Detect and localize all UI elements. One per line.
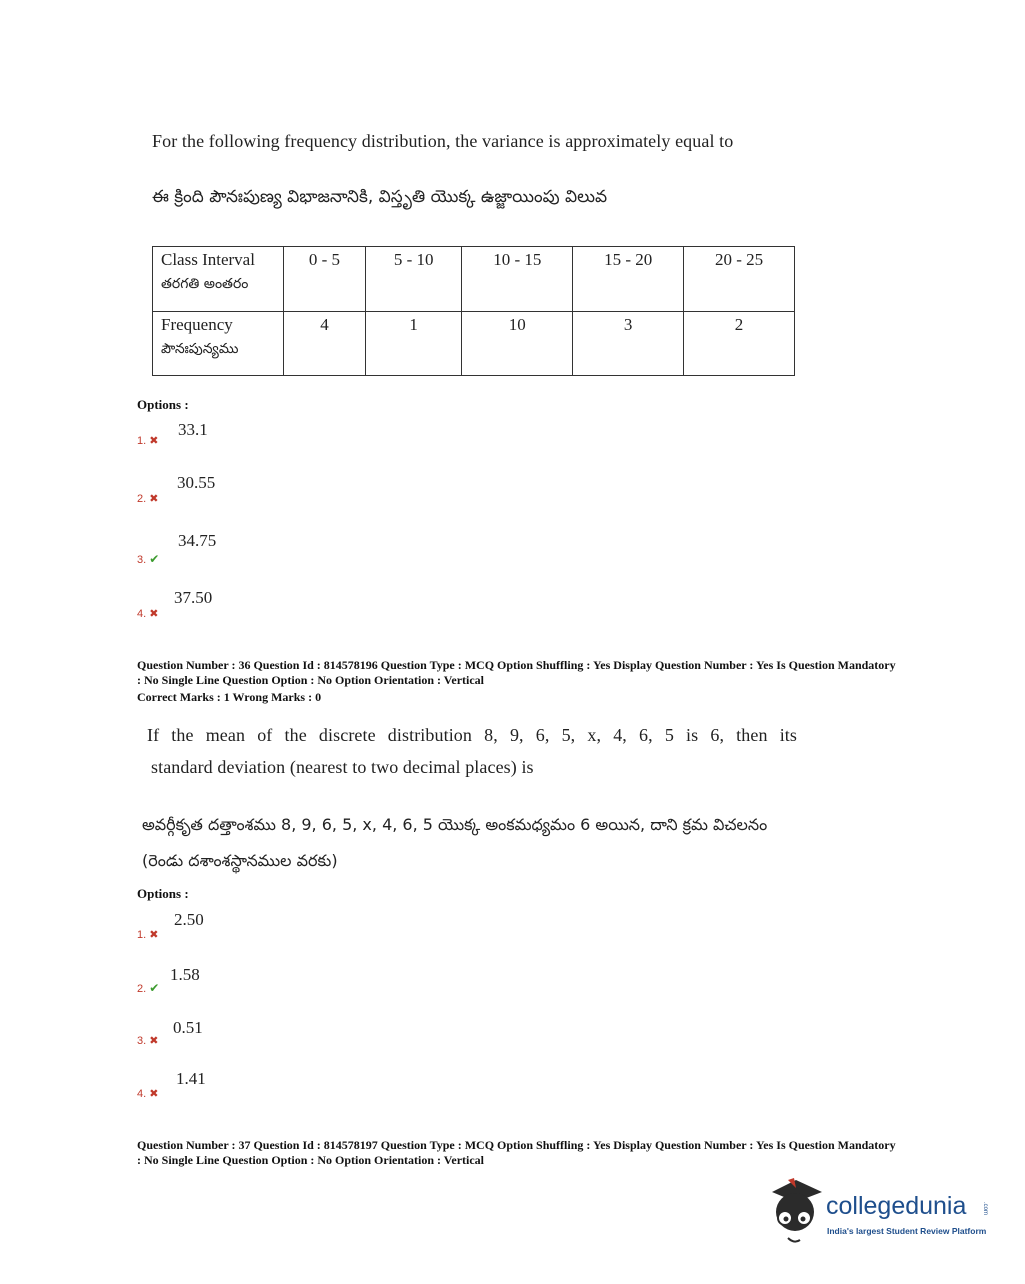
option-2	[137, 979, 159, 997]
option-number: 1.	[137, 929, 147, 941]
options-label: Options :	[137, 886, 189, 901]
option-value: 37.50	[174, 588, 213, 607]
option-value: 1.41	[176, 1069, 206, 1088]
q36-text-en-1: If the mean of the discrete distribution 8, 9, 6, 5, x, 4, 6, 5 is 6, then its	[147, 725, 797, 745]
option-number: 1.	[137, 435, 147, 447]
option-value: 2.50	[174, 910, 204, 929]
frequency-cell: 4	[284, 311, 366, 376]
frequency-cell: 1	[365, 311, 461, 376]
table-row	[153, 311, 795, 376]
q36-meta: Question Number : 36 Question Id : 814578196 Question Type : MCQ Option Shuffling : Yes Display Question Number : Yes Is Question Mandatory : No Single Line Question Option : No Option Orientation : Vertical	[137, 658, 896, 687]
interval-cell: 0 - 5	[284, 247, 366, 312]
q36-text-te-2: (రెండు దశాంశస్థానముల వరకు)	[142, 851, 338, 870]
interval-cell: 10 - 15	[462, 247, 573, 312]
interval-cell: 5 - 10	[365, 247, 461, 312]
interval-cell: 15 - 20	[573, 247, 684, 312]
option-value: 1.58	[170, 965, 200, 984]
option-value: 33.1	[178, 420, 208, 439]
wrong-icon: ✖	[149, 435, 159, 447]
option-2	[137, 489, 158, 507]
option-number: 4.	[137, 1088, 147, 1100]
check-icon: ✔	[149, 552, 160, 566]
option-4	[137, 1084, 158, 1102]
q36-marks: Correct Marks : 1 Wrong Marks : 0	[137, 690, 322, 704]
row-label-te: తరగతి అంతరం	[161, 276, 249, 292]
option-number: 3.	[137, 554, 147, 566]
table-row	[153, 247, 795, 312]
row-label-te: పౌనఃపున్యము	[161, 340, 239, 357]
frequency-cell: 2	[684, 311, 795, 376]
option-value: 30.55	[177, 473, 216, 492]
option-4	[137, 604, 158, 622]
option-number: 2.	[137, 983, 147, 995]
q37-meta: Question Number : 37 Question Id : 814578197 Question Type : MCQ Option Shuffling : Yes Display Question Number : Yes Is Question Mandatory : No Single Line Question Option : No Option Orientation : Vertical	[137, 1138, 896, 1167]
wrong-icon: ✖	[149, 1035, 159, 1047]
logo-name: collegedunia	[826, 1192, 967, 1220]
q35-text-te: ఈ క్రింది పౌనఃపుణ్య విభాజనానికి, విస్తృతి యొక్క ఉజ్జాయింపు విలువ	[152, 187, 608, 207]
option-1	[137, 431, 158, 449]
q36-text-te-1: అవర్గీకృత దత్తాంశము 8, 9, 6, 5, x, 4, 6, 5 యొక్క అంకమధ్యమం 6 అయిన, దాని క్రమ విచలనం	[142, 815, 768, 834]
option-number: 3.	[137, 1035, 147, 1047]
logo-tagline: India's largest Student Review Platform	[827, 1226, 987, 1236]
option-1	[137, 925, 158, 943]
option-3	[137, 1031, 158, 1049]
row-label-en: Class Interval	[161, 250, 255, 269]
q36-text-en-2: standard deviation (nearest to two decimal places) is	[151, 757, 534, 777]
row-label-en: Frequency	[161, 314, 233, 334]
row-label-frequency	[153, 311, 284, 376]
wrong-icon: ✖	[149, 493, 159, 505]
logo-com: .com	[982, 1202, 988, 1216]
check-icon: ✔	[149, 981, 160, 995]
wrong-icon: ✖	[149, 929, 159, 941]
frequency-cell: 10	[462, 311, 573, 376]
q35-text-en: For the following frequency distribution, the variance is approximately equal to	[152, 131, 734, 151]
frequency-table	[152, 246, 795, 376]
wrong-icon: ✖	[149, 608, 159, 620]
options-label: Options :	[137, 397, 189, 412]
option-value: 34.75	[178, 531, 217, 550]
row-label-class-interval	[153, 247, 284, 312]
frequency-cell: 3	[573, 311, 684, 376]
mascot-icon	[766, 1178, 824, 1246]
interval-cell: 20 - 25	[684, 247, 795, 312]
option-number: 2.	[137, 493, 147, 505]
option-value: 0.51	[173, 1018, 203, 1037]
wrong-icon: ✖	[149, 1088, 159, 1100]
option-3	[137, 550, 159, 568]
option-number: 4.	[137, 608, 147, 620]
collegedunia-logo	[766, 1178, 996, 1246]
